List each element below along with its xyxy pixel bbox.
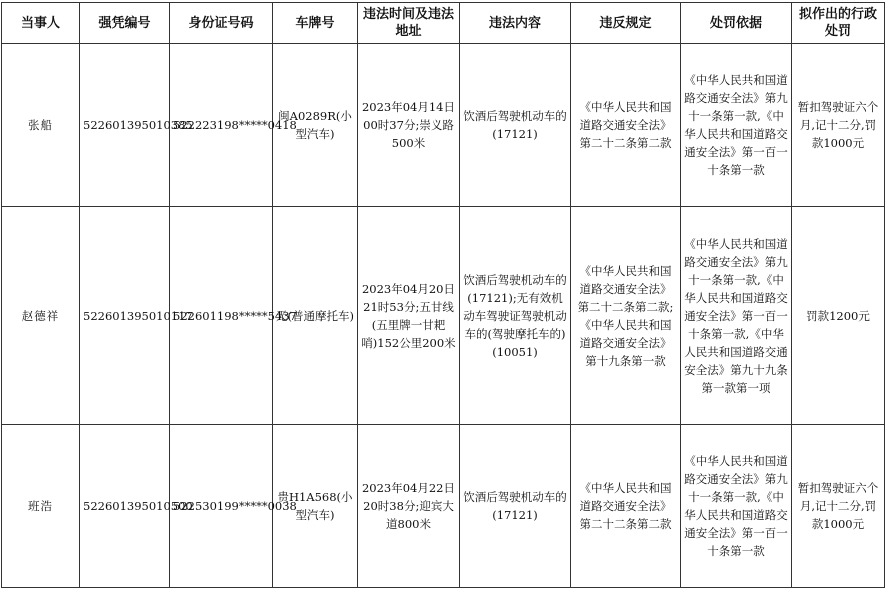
table-row xyxy=(2,44,885,207)
cell-content: 饮酒后驾驶机动车的(17121);无有效机动车驾驶证驾驶机动车的(驾驶摩托车的)(10051) xyxy=(460,207,571,425)
cell-voucher-no: 522601395010385 xyxy=(80,44,170,207)
cell-party: 班浩 xyxy=(2,425,80,588)
table-row xyxy=(2,207,885,425)
cell-id-no: 522601198*****5437 xyxy=(170,207,273,425)
header-content: 违法内容 xyxy=(460,3,571,44)
header-regulation: 违反规定 xyxy=(571,3,681,44)
cell-regulation: 《中华人民共和国道路交通安全法》第二十二条第二款 xyxy=(571,425,681,588)
cell-penalty: 暂扣驾驶证六个月,记十二分,罚款1000元 xyxy=(792,44,885,207)
cell-penalty: 罚款1200元 xyxy=(792,207,885,425)
cell-content: 饮酒后驾驶机动车的(17121) xyxy=(460,425,571,588)
cell-content: 饮酒后驾驶机动车的(17121) xyxy=(460,44,571,207)
cell-plate: 贵H1A568(小型汽车) xyxy=(273,425,358,588)
cell-voucher-no: 522601395010500 xyxy=(80,425,170,588)
cell-party: 赵德祥 xyxy=(2,207,80,425)
cell-regulation: 《中华人民共和国道路交通安全法》第二十二条第二款;《中华人民共和国道路交通安全法》第十九条第一款 xyxy=(571,207,681,425)
cell-time-place: 2023年04月14日00时37分;崇义路500米 xyxy=(358,44,460,207)
cell-party: 张船 xyxy=(2,44,80,207)
header-voucher-no: 强凭编号 xyxy=(80,3,170,44)
table-row xyxy=(2,425,885,588)
cell-penalty: 暂扣驾驶证六个月,记十二分,罚款1000元 xyxy=(792,425,885,588)
cell-id-no: 522530199*****0038 xyxy=(170,425,273,588)
cell-regulation: 《中华人民共和国道路交通安全法》第二十二条第二款 xyxy=(571,44,681,207)
cell-plate: 闽A0289R(小型汽车) xyxy=(273,44,358,207)
cell-plate: 无(普通摩托车) xyxy=(273,207,358,425)
table-header-row xyxy=(2,3,885,44)
cell-voucher-no: 522601395010117 xyxy=(80,207,170,425)
penalty-notice-table xyxy=(1,2,885,588)
header-time-place: 违法时间及违法地址 xyxy=(358,3,460,44)
cell-id-no: 522223198*****0418 xyxy=(170,44,273,207)
cell-time-place: 2023年04月22日20时38分;迎宾大道800米 xyxy=(358,425,460,588)
cell-time-place: 2023年04月20日21时53分;五甘线(五里牌一甘耙哨)152公里200米 xyxy=(358,207,460,425)
cell-basis: 《中华人民共和国道路交通安全法》第九十一条第一款,《中华人民共和国道路交通安全法》第一百一十条第一款 xyxy=(681,425,792,588)
header-basis: 处罚依据 xyxy=(681,3,792,44)
header-party: 当事人 xyxy=(2,3,80,44)
cell-basis: 《中华人民共和国道路交通安全法》第九十一条第一款,《中华人民共和国道路交通安全法》第一百一十条第一款,《中华人民共和国道路交通安全法》第九十九条第一款第一项 xyxy=(681,207,792,425)
header-id-no: 身份证号码 xyxy=(170,3,273,44)
header-penalty: 拟作出的行政处罚 xyxy=(792,3,885,44)
header-plate: 车牌号 xyxy=(273,3,358,44)
cell-basis: 《中华人民共和国道路交通安全法》第九十一条第一款,《中华人民共和国道路交通安全法》第一百一十条第一款 xyxy=(681,44,792,207)
